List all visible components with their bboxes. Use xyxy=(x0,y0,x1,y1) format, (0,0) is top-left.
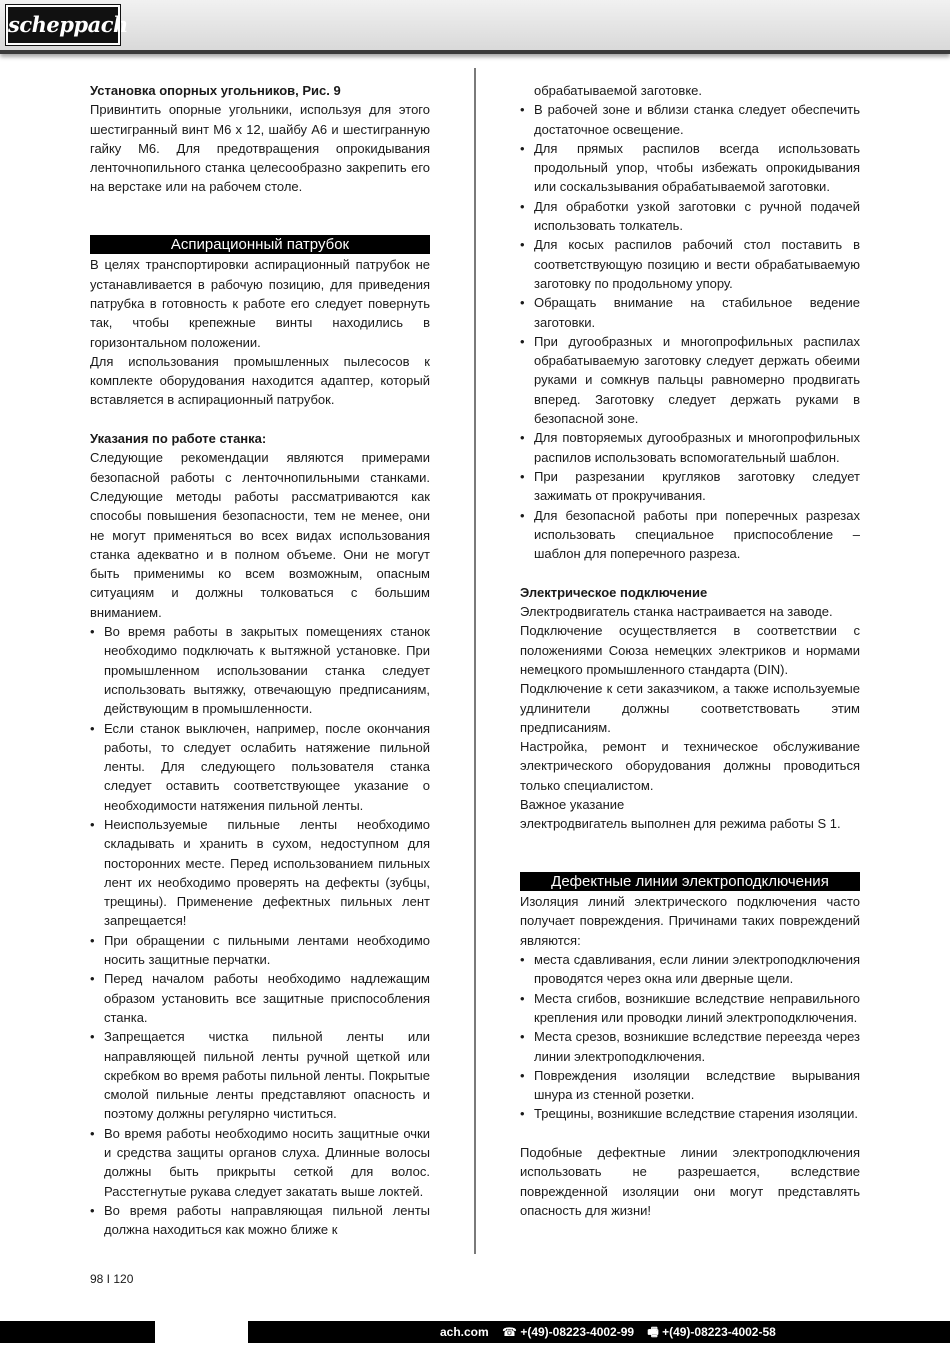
list-item: • Для прямых распилов всегда использовать продольный упор, чтобы избежать опрокидывания или соскальзывания обрабатываемой заготовки. xyxy=(520,139,860,197)
list-item: • Для безопасной работы при поперечных разрезах использовать специальное приспособление – шаблон для поперечного разреза. xyxy=(520,506,860,564)
list-item: • Запрещается чистка пильной ленты или направляющей пильной ленты ручной щеткой или скребком во время работы пильной ленты. Покрытые смолой пильные ленты представляют опасность и поэтому должны регулярно чиститься. xyxy=(90,1027,430,1123)
phone-number: ☎ +(49)-08223-4002-99 xyxy=(502,1325,635,1339)
operating-instructions-intro: Следующие рекомендации являются примерами безопасной работы с ленточнопильными станками. Следующие методы работы рассматриваются как способы повышения безопасности, тем не менее, они не могут применяться во всех видах использования станка адекватно и в полном объеме. Они не могут быть применимы ко всем возможным, опасным ситуациям и должны толковаться с большим вниманием. xyxy=(90,450,430,620)
column-divider xyxy=(474,68,476,1254)
damage-bullet-list xyxy=(520,950,860,1124)
fax-number: 🖷 +(49)-08223-4002-58 xyxy=(647,1325,776,1339)
defective-cables-intro: Изоляция линий электрического подключения часто получает повреждения. Причинами таких повреждений являются: xyxy=(520,894,860,948)
list-item: • В рабочей зоне и вблизи станка следует обеспечить достаточное освещение. xyxy=(520,100,860,139)
operating-instructions-heading: Указания по работе станка: xyxy=(90,431,267,447)
section-title-suction-port: Аспирационный патрубок xyxy=(90,235,430,254)
adapter-text: Для использования промышленных пылесосов к комплекте оборудования находится адаптер, который вставляется в аспирационный патрубок. xyxy=(90,353,430,408)
section-title-defective-cables: Дефектные линии электроподключения xyxy=(520,872,860,891)
electrical-text-2: Подключение осуществляется в соответствии с положениями Союза немецких электриков и нормами немецкого промышленного стандарта (DIN). xyxy=(520,623,860,677)
electrical-connection-heading: Электрическое подключение xyxy=(520,584,708,600)
list-item: • При разрезании кругляков заготовку следует зажимать от прокручивания. xyxy=(520,467,860,506)
work-bullet-list xyxy=(520,100,860,563)
list-item: • Неиспользуемые пильные ленты необходимо складывать и хранить в сухом, недоступном для посторонних месте. Перед использованием пильных лент их необходимо проверять на дефекты (зубцы, трещины). Применение дефектных пильных лент запрещается! xyxy=(90,815,430,931)
list-item: • Для повторяемых дугообразных и многопрофильных распилов использовать вспомогательный шаблон. xyxy=(520,428,860,467)
left-column xyxy=(90,81,430,1240)
list-item: • Для косых распилов рабочий стол поставить в соответствующую позицию и вести обрабатываемую заготовку по продольному упору. xyxy=(520,235,860,293)
electrical-text-1: Электродвигатель станка настраивается на заводе. xyxy=(520,604,833,620)
defective-cables-warning: Подобные дефектные линии электроподключения использовать не разрешается, вследствие поврежденной изоляции они могут представлять опасность для жизни! xyxy=(520,1145,860,1218)
list-item: • Перед началом работы необходимо надлежащим образом установить все защитные приспособления станка. xyxy=(90,969,430,1027)
right-column xyxy=(520,81,860,1220)
list-item: • Во время работы необходимо носить защитные очки и средства защиты органов слуха. Длинные волосы должны быть прикрыты сеткой для волос. Расстегнутые рукава следует закатать выше локтей. xyxy=(90,1124,430,1201)
list-item: • Места срезов, возникшие вследствие переезда через линии электроподключения. xyxy=(520,1027,860,1066)
list-item: • Повреждения изоляции вследствие вырывания шнура из стенной розетки. xyxy=(520,1066,860,1105)
list-item: • Для обработки узкой заготовки с ручной подачей использовать толкатель. xyxy=(520,197,860,236)
footer-contacts xyxy=(440,1321,786,1343)
list-item: • При дугообразных и многопрофильных распилах обрабатываемую заготовку следует держать обеими руками и сомкнув пальцы равномерно продвигать вперед. Заготовку следует держать руками в безопасной зоне. xyxy=(520,332,860,428)
suction-port-text: В целях транспортировки аспирационный патрубок не устанавливается в рабочую позицию, для приведения патрубка в готовность к работе его следует повернуть так, чтобы крепежные винты находились в горизонтальном положении. xyxy=(90,257,430,350)
list-item: • При обращении с пильными лентами необходимо носить защитные перчатки. xyxy=(90,931,430,970)
list-item: • Во время работы направляющая пильной ленты должна находиться как можно ближе к xyxy=(90,1201,430,1240)
list-item: • Места сгибов, возникшие вследствие неправильного крепления или проводки линий электроподключения. xyxy=(520,989,860,1028)
support-angles-text: Привинтить опорные угольники, используя для этого шестигранный винт M6 x 12, шайбу A6 и шестигранную гайку M6. Для предотвращения опрокидывания ленточнопильного станка целесообразно закрепить его на верстаке или на рабочем столе. xyxy=(90,102,430,195)
important-note-text: электродвигатель выполнен для режима работы S 1. xyxy=(520,816,841,832)
list-item: • Трещины, возникшие вследствие старения изоляции. xyxy=(520,1104,860,1123)
page-number: 98 I 120 xyxy=(90,1272,134,1286)
website-link[interactable]: ach.com xyxy=(440,1325,489,1339)
brand-logo: scheppach xyxy=(6,5,120,45)
continued-text: обрабатываемой заготовке. xyxy=(534,83,702,98)
page-footer xyxy=(0,1321,950,1343)
page-header xyxy=(0,0,950,54)
electrical-text-3: Подключение к сети заказчиком, а также используемые удлинители должны соответствовать этим предписаниям. xyxy=(520,681,860,735)
important-note-label: Важное указание xyxy=(520,796,625,812)
list-item: • Во время работы в закрытых помещениях станок необходимо подключать к вытяжной установке. При промышленном использовании станка следует использовать вытяжку, отвечающую предписаниям, действующим в промышленности. xyxy=(90,622,430,718)
safety-bullet-list xyxy=(90,622,430,1240)
list-item: • Обращать внимание на стабильное ведение заготовки. xyxy=(520,293,860,332)
list-item: • Если станок выключен, например, после окончания работы, то следует ослабить натяжение пильной ленты. Для следующего пользователя станка следует оставить соответствующее указание о необходимости натяжения пильной ленты. xyxy=(90,719,430,815)
support-angles-heading: Установка опорных угольников, Рис. 9 xyxy=(90,83,341,98)
list-item: • места сдавливания, если линии электроподключения проводятся через окна или дверные щели. xyxy=(520,950,860,989)
electrical-text-4: Настройка, ремонт и техническое обслуживание электрического оборудования должны проводиться только специалистом. xyxy=(520,739,860,793)
